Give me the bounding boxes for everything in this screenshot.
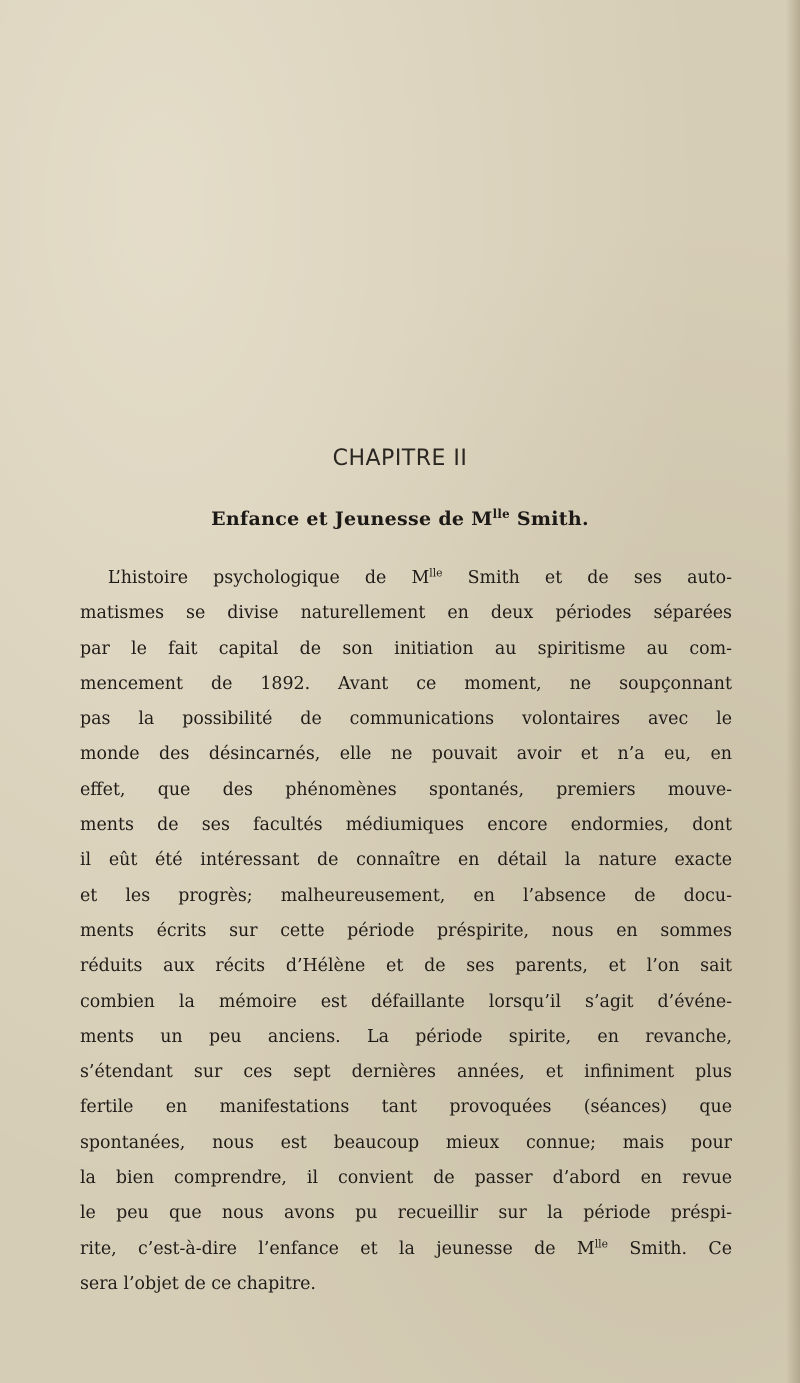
line-text-end: Smith. Ce	[607, 1238, 732, 1259]
paragraph-line	[80, 808, 732, 843]
paragraph-line	[80, 1090, 732, 1125]
line-text: il eût été intéressant de connaître en détail la nature exacte	[80, 850, 732, 871]
line-text: par le fait capital de son initiation au spiritisme au com-	[80, 638, 732, 659]
line-text: spontanées, nous est beaucoup mieux connue; mais pour	[80, 1132, 732, 1153]
paragraph-line	[80, 667, 732, 702]
paragraph-line	[80, 1232, 732, 1267]
line-text: L’histoire psychologique de M	[107, 568, 430, 588]
chapter-subtitle	[0, 508, 800, 530]
line-text: monde des désincarnés, elle ne pouvait avoir et n’a eu, en	[80, 744, 732, 765]
body-paragraph	[80, 561, 732, 1302]
line-text: s’étendant sur ces sept dernières années, et infiniment plus	[80, 1062, 732, 1083]
line-text: effet, que des phénomènes spontanés, premiers mouve-	[80, 779, 732, 800]
paragraph-line	[80, 1055, 732, 1090]
paragraph-line	[80, 1161, 732, 1196]
line-text: combien la mémoire est défaillante lorsqu’il s’agit d’événe-	[80, 991, 732, 1012]
line-text: le peu que nous avons pu recueillir sur la période préspi-	[80, 1203, 732, 1224]
paragraph-line	[80, 773, 732, 808]
paragraph-line	[80, 632, 732, 667]
paragraph-line	[80, 596, 732, 631]
paragraph-line	[80, 737, 732, 772]
paragraph-line	[80, 843, 732, 878]
paragraph-line	[80, 914, 732, 949]
paragraph-line	[80, 1126, 732, 1161]
line-text: ments de ses facultés médiumiques encore endormies, dont	[80, 815, 732, 836]
line-text: fertile en manifestations tant provoquées (séances) que	[80, 1097, 732, 1118]
line-text: réduits aux récits d’Hélène et de ses parents, et l’on sait	[80, 956, 732, 977]
paragraph-line	[80, 985, 732, 1020]
line-text: pas la possibilité de communications volontaires avec le	[80, 709, 732, 730]
line-text-end: Smith et de ses auto-	[442, 568, 732, 588]
paragraph-line	[80, 1267, 732, 1302]
line-text: et les progrès; malheureusement, en l’absence de docu-	[80, 885, 732, 906]
line-superscript: lle	[429, 566, 443, 580]
paragraph-line	[80, 949, 732, 984]
paragraph-line	[80, 1196, 732, 1231]
subtitle-text-end: Smith.	[509, 508, 589, 530]
line-superscript: lle	[594, 1237, 608, 1251]
chapter-heading: CHAPITRE II	[332, 446, 468, 471]
line-text: mencement de 1892. Avant ce moment, ne soupçonnant	[80, 673, 732, 694]
line-text: la bien comprendre, il convient de passer d’abord en revue	[80, 1168, 732, 1189]
subtitle-text: Enfance et Jeunesse de M	[211, 508, 493, 530]
line-text: sera l’objet de ce chapitre.	[80, 1273, 316, 1294]
line-text: matismes se divise naturellement en deux périodes séparées	[80, 603, 732, 624]
paragraph-line	[80, 561, 732, 596]
line-text: ments écrits sur cette période préspirite, nous en sommes	[80, 920, 732, 941]
paragraph-line	[80, 879, 732, 914]
paragraph-line	[80, 1020, 732, 1055]
subtitle-superscript: lle	[492, 506, 510, 521]
line-text: ments un peu anciens. La période spirite, en revanche,	[80, 1026, 732, 1047]
line-text: rite, c’est-à-dire l’enfance et la jeunesse de M	[80, 1238, 595, 1259]
paragraph-line	[80, 702, 732, 737]
page-edge-shadow	[786, 0, 800, 1383]
